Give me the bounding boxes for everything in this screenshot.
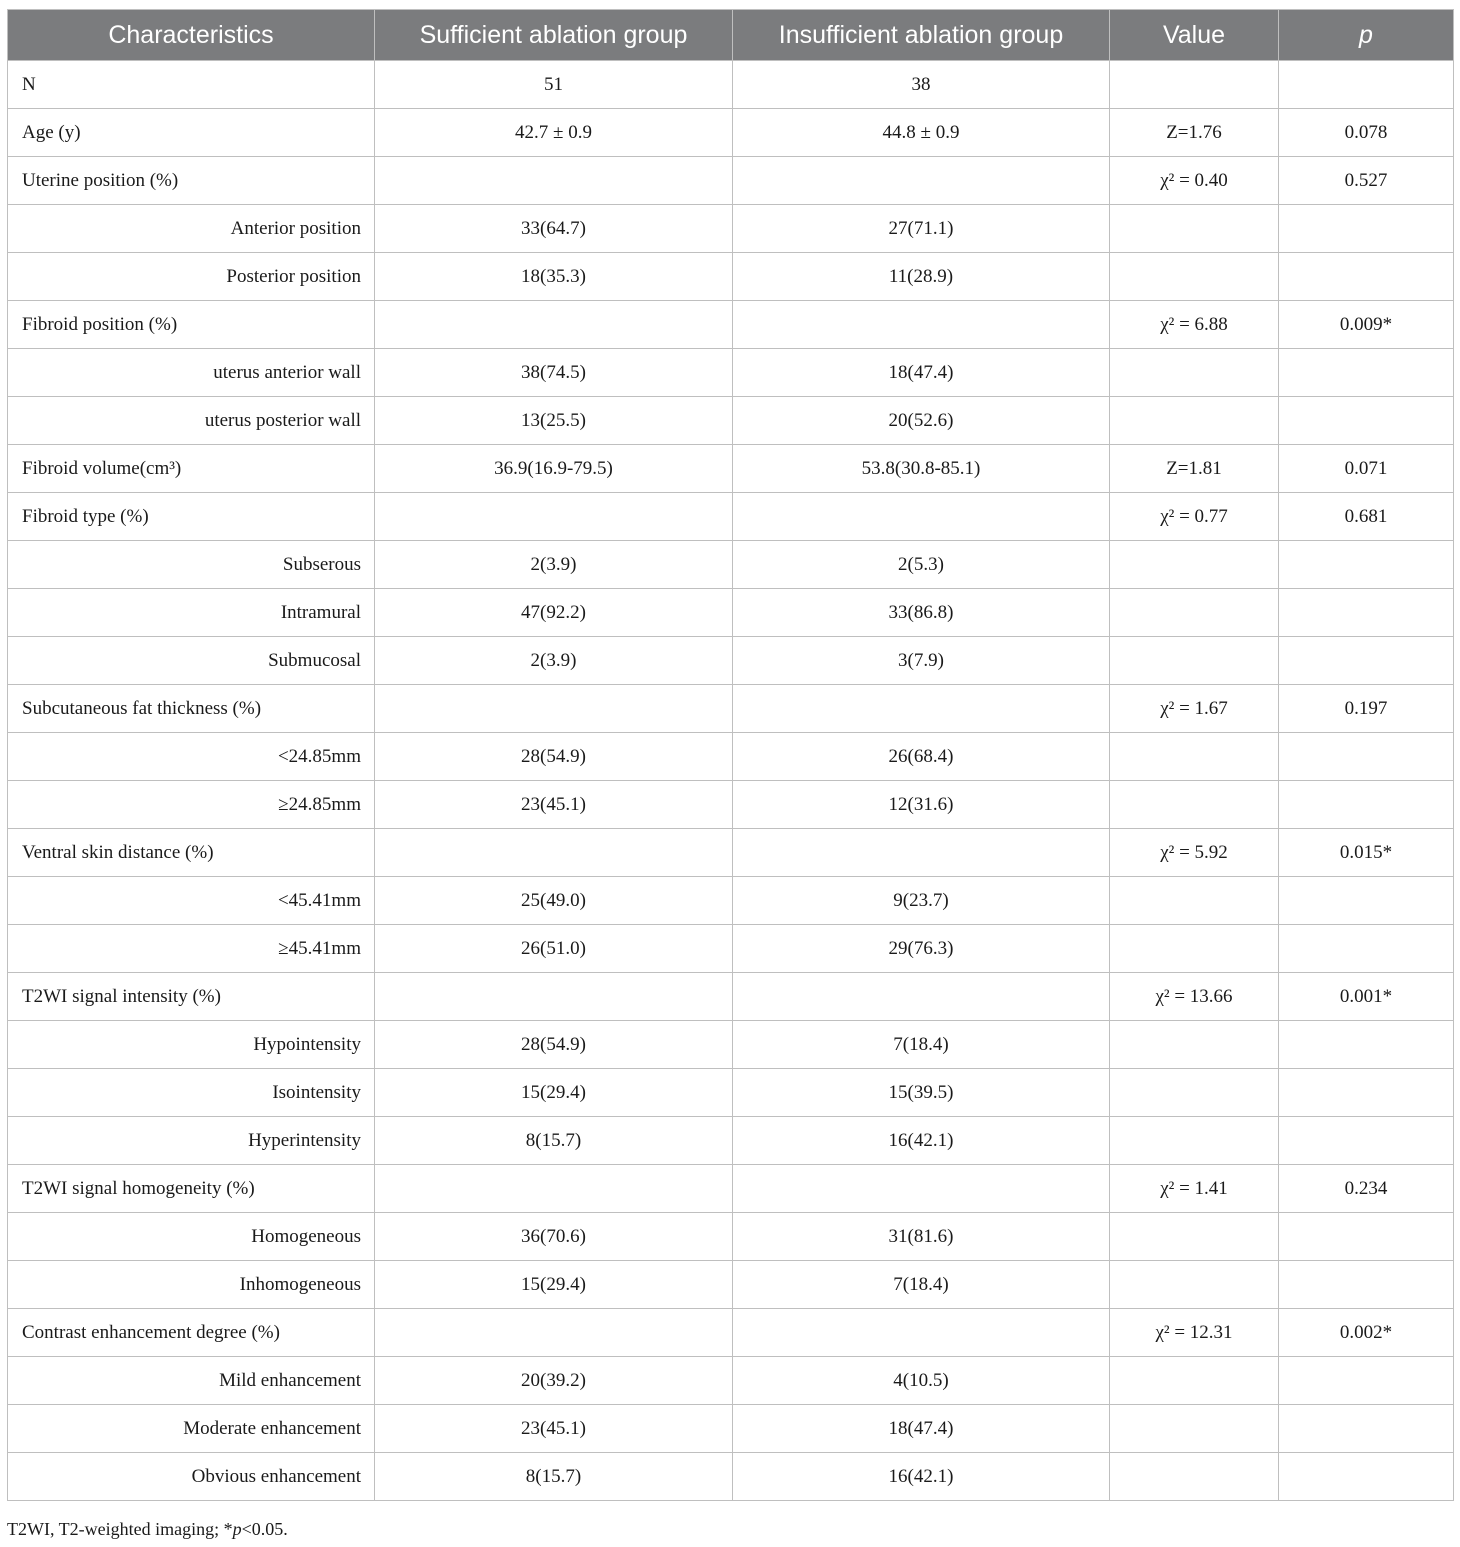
cell-value	[1110, 1261, 1279, 1309]
cell-characteristic: Mild enhancement	[8, 1357, 375, 1405]
table-row	[8, 301, 1454, 349]
cell-sufficient: 8(15.7)	[375, 1117, 733, 1165]
cell-characteristic: Fibroid type (%)	[8, 493, 375, 541]
cell-sufficient: 36(70.6)	[375, 1213, 733, 1261]
cell-insufficient: 3(7.9)	[733, 637, 1110, 685]
cell-sufficient: 47(92.2)	[375, 589, 733, 637]
cell-characteristic: Submucosal	[8, 637, 375, 685]
cell-value	[1110, 1117, 1279, 1165]
cell-p	[1279, 1453, 1454, 1501]
table-row	[8, 829, 1454, 877]
table-row	[8, 445, 1454, 493]
cell-characteristic: ≥45.41mm	[8, 925, 375, 973]
table-row	[8, 925, 1454, 973]
table-footnote	[7, 1519, 288, 1540]
cell-p: 0.009*	[1279, 301, 1454, 349]
cell-sufficient: 25(49.0)	[375, 877, 733, 925]
cell-insufficient: 15(39.5)	[733, 1069, 1110, 1117]
table-row	[8, 589, 1454, 637]
cell-insufficient	[733, 973, 1110, 1021]
cell-insufficient: 26(68.4)	[733, 733, 1110, 781]
cell-sufficient	[375, 1165, 733, 1213]
cell-sufficient	[375, 301, 733, 349]
cell-characteristic: Isointensity	[8, 1069, 375, 1117]
cell-insufficient: 11(28.9)	[733, 253, 1110, 301]
cell-p	[1279, 397, 1454, 445]
cell-sufficient: 20(39.2)	[375, 1357, 733, 1405]
table-row	[8, 733, 1454, 781]
cell-insufficient: 44.8 ± 0.9	[733, 109, 1110, 157]
table-row	[8, 541, 1454, 589]
cell-insufficient: 31(81.6)	[733, 1213, 1110, 1261]
cell-value: χ² = 5.92	[1110, 829, 1279, 877]
cell-characteristic: Homogeneous	[8, 1213, 375, 1261]
header-sufficient-group: Sufficient ablation group	[375, 10, 733, 61]
cell-p	[1279, 1261, 1454, 1309]
cell-insufficient	[733, 829, 1110, 877]
cell-value	[1110, 1069, 1279, 1117]
header-characteristics: Characteristics	[8, 10, 375, 61]
cell-insufficient: 29(76.3)	[733, 925, 1110, 973]
cell-p	[1279, 205, 1454, 253]
cell-value: χ² = 1.41	[1110, 1165, 1279, 1213]
cell-characteristic: Fibroid position (%)	[8, 301, 375, 349]
cell-p	[1279, 877, 1454, 925]
cell-value: Z=1.76	[1110, 109, 1279, 157]
cell-p	[1279, 1405, 1454, 1453]
table-body	[8, 61, 1454, 1501]
cell-characteristic: T2WI signal homogeneity (%)	[8, 1165, 375, 1213]
cell-p	[1279, 1069, 1454, 1117]
cell-characteristic: Contrast enhancement degree (%)	[8, 1309, 375, 1357]
cell-sufficient	[375, 1309, 733, 1357]
cell-insufficient: 7(18.4)	[733, 1261, 1110, 1309]
table-row	[8, 637, 1454, 685]
cell-characteristic: Subserous	[8, 541, 375, 589]
cell-p	[1279, 1117, 1454, 1165]
cell-insufficient: 53.8(30.8-85.1)	[733, 445, 1110, 493]
cell-p: 0.015*	[1279, 829, 1454, 877]
cell-insufficient: 4(10.5)	[733, 1357, 1110, 1405]
cell-insufficient	[733, 1165, 1110, 1213]
table-row	[8, 1453, 1454, 1501]
cell-characteristic: Inhomogeneous	[8, 1261, 375, 1309]
cell-sufficient: 28(54.9)	[375, 1021, 733, 1069]
table-row	[8, 61, 1454, 109]
cell-insufficient: 7(18.4)	[733, 1021, 1110, 1069]
cell-value	[1110, 1405, 1279, 1453]
cell-value	[1110, 1357, 1279, 1405]
table-row	[8, 973, 1454, 1021]
table-row	[8, 493, 1454, 541]
cell-insufficient	[733, 493, 1110, 541]
table-row	[8, 397, 1454, 445]
cell-characteristic: Posterior position	[8, 253, 375, 301]
cell-value	[1110, 733, 1279, 781]
cell-insufficient: 27(71.1)	[733, 205, 1110, 253]
cell-value	[1110, 877, 1279, 925]
cell-sufficient	[375, 157, 733, 205]
cell-p	[1279, 733, 1454, 781]
cell-insufficient: 12(31.6)	[733, 781, 1110, 829]
cell-value: χ² = 1.67	[1110, 685, 1279, 733]
cell-p: 0.527	[1279, 157, 1454, 205]
cell-insufficient: 18(47.4)	[733, 1405, 1110, 1453]
footnote-tail: <0.05.	[241, 1519, 288, 1539]
cell-insufficient	[733, 685, 1110, 733]
cell-value	[1110, 1021, 1279, 1069]
cell-p	[1279, 349, 1454, 397]
cell-value	[1110, 1213, 1279, 1261]
cell-sufficient: 8(15.7)	[375, 1453, 733, 1501]
cell-p: 0.001*	[1279, 973, 1454, 1021]
cell-characteristic: T2WI signal intensity (%)	[8, 973, 375, 1021]
cell-insufficient: 16(42.1)	[733, 1453, 1110, 1501]
cell-value: χ² = 0.40	[1110, 157, 1279, 205]
cell-sufficient: 15(29.4)	[375, 1069, 733, 1117]
cell-value	[1110, 541, 1279, 589]
cell-value: χ² = 12.31	[1110, 1309, 1279, 1357]
table-row	[8, 1405, 1454, 1453]
table-row	[8, 685, 1454, 733]
table-row	[8, 1213, 1454, 1261]
cell-sufficient: 38(74.5)	[375, 349, 733, 397]
cell-sufficient: 2(3.9)	[375, 637, 733, 685]
cell-p: 0.234	[1279, 1165, 1454, 1213]
table-row	[8, 205, 1454, 253]
cell-p	[1279, 589, 1454, 637]
table-row	[8, 877, 1454, 925]
cell-value	[1110, 61, 1279, 109]
cell-characteristic: Obvious enhancement	[8, 1453, 375, 1501]
cell-value: χ² = 13.66	[1110, 973, 1279, 1021]
cell-characteristic: uterus anterior wall	[8, 349, 375, 397]
cell-insufficient: 20(52.6)	[733, 397, 1110, 445]
cell-p	[1279, 253, 1454, 301]
cell-value	[1110, 637, 1279, 685]
cell-value: χ² = 6.88	[1110, 301, 1279, 349]
cell-p	[1279, 1213, 1454, 1261]
cell-p	[1279, 1021, 1454, 1069]
cell-sufficient: 23(45.1)	[375, 781, 733, 829]
cell-characteristic: <24.85mm	[8, 733, 375, 781]
table-row	[8, 1165, 1454, 1213]
footnote-p-symbol: p	[232, 1519, 242, 1539]
cell-value	[1110, 925, 1279, 973]
table-row	[8, 1261, 1454, 1309]
header-p: p	[1279, 10, 1454, 61]
cell-p	[1279, 541, 1454, 589]
cell-value: χ² = 0.77	[1110, 493, 1279, 541]
cell-p: 0.197	[1279, 685, 1454, 733]
cell-p	[1279, 637, 1454, 685]
cell-characteristic: Moderate enhancement	[8, 1405, 375, 1453]
cell-sufficient: 28(54.9)	[375, 733, 733, 781]
cell-characteristic: ≥24.85mm	[8, 781, 375, 829]
table-row	[8, 1069, 1454, 1117]
cell-insufficient: 9(23.7)	[733, 877, 1110, 925]
cell-characteristic: Intramural	[8, 589, 375, 637]
cell-characteristic: Fibroid volume(cm³)	[8, 445, 375, 493]
table-row	[8, 349, 1454, 397]
cell-value	[1110, 253, 1279, 301]
cell-p	[1279, 925, 1454, 973]
table-row	[8, 1117, 1454, 1165]
cell-characteristic: <45.41mm	[8, 877, 375, 925]
cell-insufficient	[733, 157, 1110, 205]
cell-sufficient: 23(45.1)	[375, 1405, 733, 1453]
cell-p	[1279, 61, 1454, 109]
table-row	[8, 1309, 1454, 1357]
cell-value	[1110, 781, 1279, 829]
cell-insufficient	[733, 301, 1110, 349]
cell-sufficient: 33(64.7)	[375, 205, 733, 253]
cell-insufficient: 38	[733, 61, 1110, 109]
cell-sufficient: 18(35.3)	[375, 253, 733, 301]
cell-sufficient: 42.7 ± 0.9	[375, 109, 733, 157]
cell-value: Z=1.81	[1110, 445, 1279, 493]
header-value: Value	[1110, 10, 1279, 61]
cell-p: 0.681	[1279, 493, 1454, 541]
cell-p: 0.071	[1279, 445, 1454, 493]
cell-value	[1110, 589, 1279, 637]
cell-sufficient: 15(29.4)	[375, 1261, 733, 1309]
cell-characteristic: Anterior position	[8, 205, 375, 253]
cell-insufficient: 33(86.8)	[733, 589, 1110, 637]
cell-characteristic: Age (y)	[8, 109, 375, 157]
cell-sufficient	[375, 685, 733, 733]
table-row	[8, 1357, 1454, 1405]
cell-characteristic: Hypointensity	[8, 1021, 375, 1069]
cell-sufficient	[375, 829, 733, 877]
cell-p: 0.002*	[1279, 1309, 1454, 1357]
cell-value	[1110, 349, 1279, 397]
cell-p	[1279, 1357, 1454, 1405]
cell-sufficient	[375, 973, 733, 1021]
header-insufficient-group: Insufficient ablation group	[733, 10, 1110, 61]
cell-sufficient: 13(25.5)	[375, 397, 733, 445]
cell-value	[1110, 1453, 1279, 1501]
cell-sufficient: 36.9(16.9-79.5)	[375, 445, 733, 493]
cell-sufficient: 51	[375, 61, 733, 109]
cell-characteristic: Hyperintensity	[8, 1117, 375, 1165]
characteristics-table	[7, 9, 1454, 1501]
cell-characteristic: Uterine position (%)	[8, 157, 375, 205]
cell-sufficient	[375, 493, 733, 541]
cell-characteristic: N	[8, 61, 375, 109]
table-header-row	[8, 10, 1454, 61]
table-row	[8, 157, 1454, 205]
table-row	[8, 253, 1454, 301]
cell-characteristic: Subcutaneous fat thickness (%)	[8, 685, 375, 733]
cell-value	[1110, 205, 1279, 253]
cell-sufficient: 26(51.0)	[375, 925, 733, 973]
cell-insufficient: 18(47.4)	[733, 349, 1110, 397]
cell-sufficient: 2(3.9)	[375, 541, 733, 589]
footnote-lead: T2WI, T2-weighted imaging; *	[7, 1519, 233, 1539]
cell-p	[1279, 781, 1454, 829]
table-row	[8, 781, 1454, 829]
cell-characteristic: uterus posterior wall	[8, 397, 375, 445]
cell-value	[1110, 397, 1279, 445]
table-row	[8, 109, 1454, 157]
cell-insufficient: 16(42.1)	[733, 1117, 1110, 1165]
cell-p: 0.078	[1279, 109, 1454, 157]
cell-insufficient	[733, 1309, 1110, 1357]
cell-insufficient: 2(5.3)	[733, 541, 1110, 589]
table-row	[8, 1021, 1454, 1069]
cell-characteristic: Ventral skin distance (%)	[8, 829, 375, 877]
